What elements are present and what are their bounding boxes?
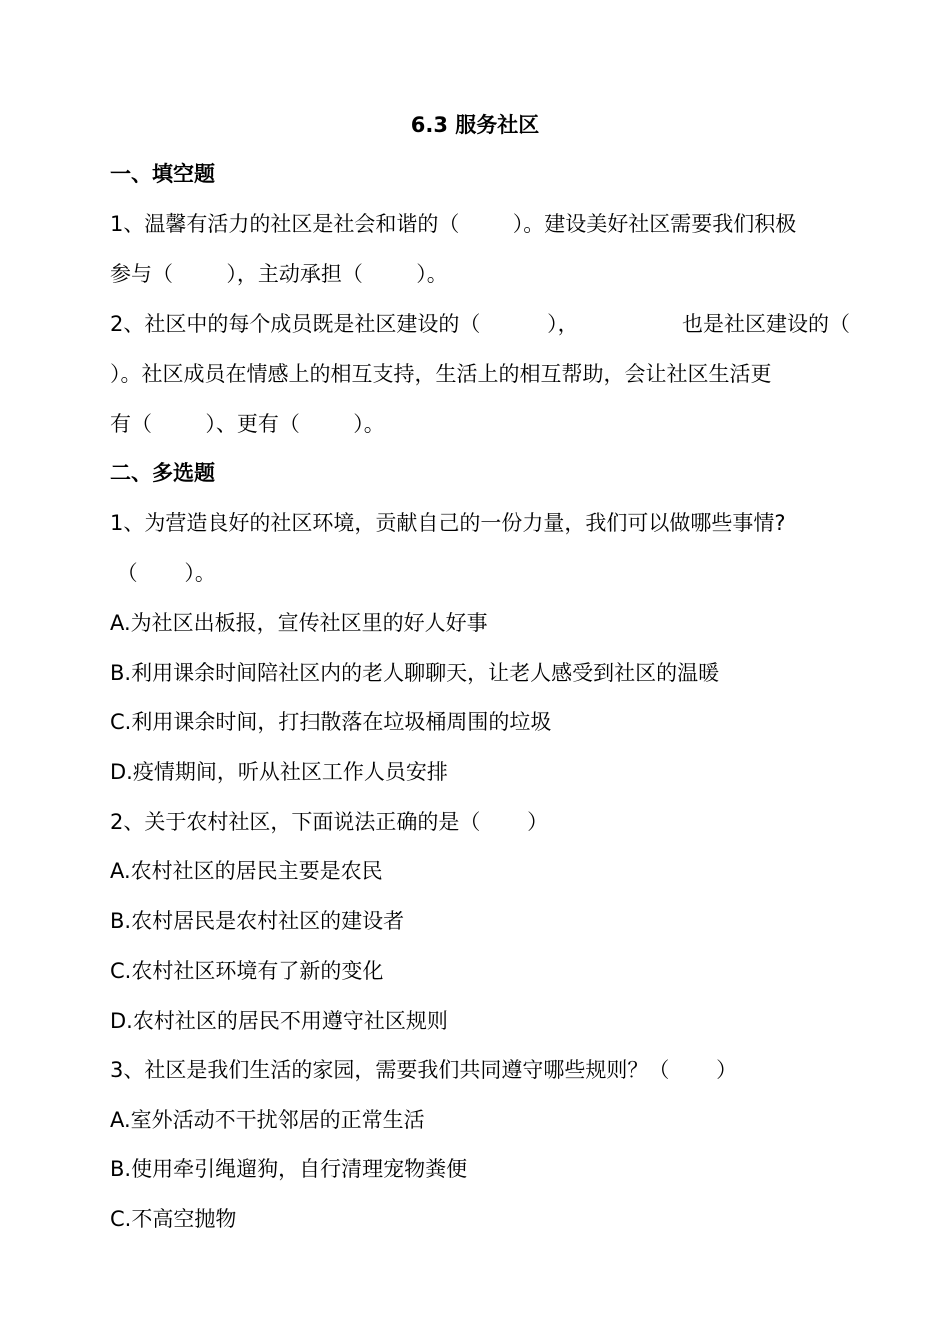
mc-q1-line1: 1、为营造良好的社区环境，贡献自己的一份力量，我们可以做哪些事情? bbox=[110, 511, 786, 535]
mc-q3-line1: 3、社区是我们生活的家园，需要我们共同遵守哪些规则？（ ） bbox=[110, 1058, 738, 1082]
mc-q2-option-d: D.农村社区的居民不用遵守社区规则 bbox=[110, 1009, 448, 1033]
mc-q2-line1: 2、关于农村社区，下面说法正确的是（ ） bbox=[110, 810, 549, 834]
fill-blank-q2-line2: ）。社区成员在情感上的相互支持，生活上的相互帮助，会让社区生活更 bbox=[110, 362, 772, 386]
mc-q3-option-b: B.使用牵引绳遛狗，自行清理宠物粪便 bbox=[110, 1157, 468, 1181]
mc-q2-option-b: B.农村居民是农村社区的建设者 bbox=[110, 909, 405, 933]
mc-q1-option-b: B.利用课余时间陪社区内的老人聊聊天，让老人感受到社区的温暖 bbox=[110, 661, 720, 685]
mc-q2-option-c: C.农村社区环境有了新的变化 bbox=[110, 959, 384, 983]
fill-blank-q2-line1 bbox=[110, 307, 850, 341]
mc-q3-option-c: C.不高空抛物 bbox=[110, 1207, 237, 1231]
page-title: 6.3 服务社区 bbox=[410, 113, 540, 137]
section-heading-multiple-choice: 二、多选题 bbox=[110, 461, 215, 485]
fill-blank-q1-line1: 1、温馨有活力的社区是社会和谐的（ ）。建设美好社区需要我们积极 bbox=[110, 212, 797, 236]
fill-blank-q2-line1-part1: 2、社区中的每个成员既是社区建设的（ ）， bbox=[110, 312, 579, 336]
mc-q1-option-d: D.疫情期间，听从社区工作人员安排 bbox=[110, 760, 448, 784]
fill-blank-q1-line2: 参与（ ），主动承担（ ）。 bbox=[110, 262, 448, 286]
section-heading-fill-blank: 一、填空题 bbox=[110, 162, 215, 186]
mc-q1-option-c: C.利用课余时间，打扫散落在垃圾桶周围的垃圾 bbox=[110, 710, 552, 734]
mc-q3-option-a: A.室外活动不干扰邻居的正常生活 bbox=[110, 1108, 425, 1132]
mc-q1-line2: （ ）。 bbox=[110, 561, 216, 585]
mc-q2-option-a: A.农村社区的居民主要是农民 bbox=[110, 859, 383, 883]
fill-blank-q2-line1-part2: 也是社区建设的（ bbox=[682, 312, 850, 336]
fill-blank-q2-line3: 有（ ）、更有（ ）。 bbox=[110, 412, 385, 436]
mc-q1-option-a: A.为社区出板报，宣传社区里的好人好事 bbox=[110, 611, 488, 635]
